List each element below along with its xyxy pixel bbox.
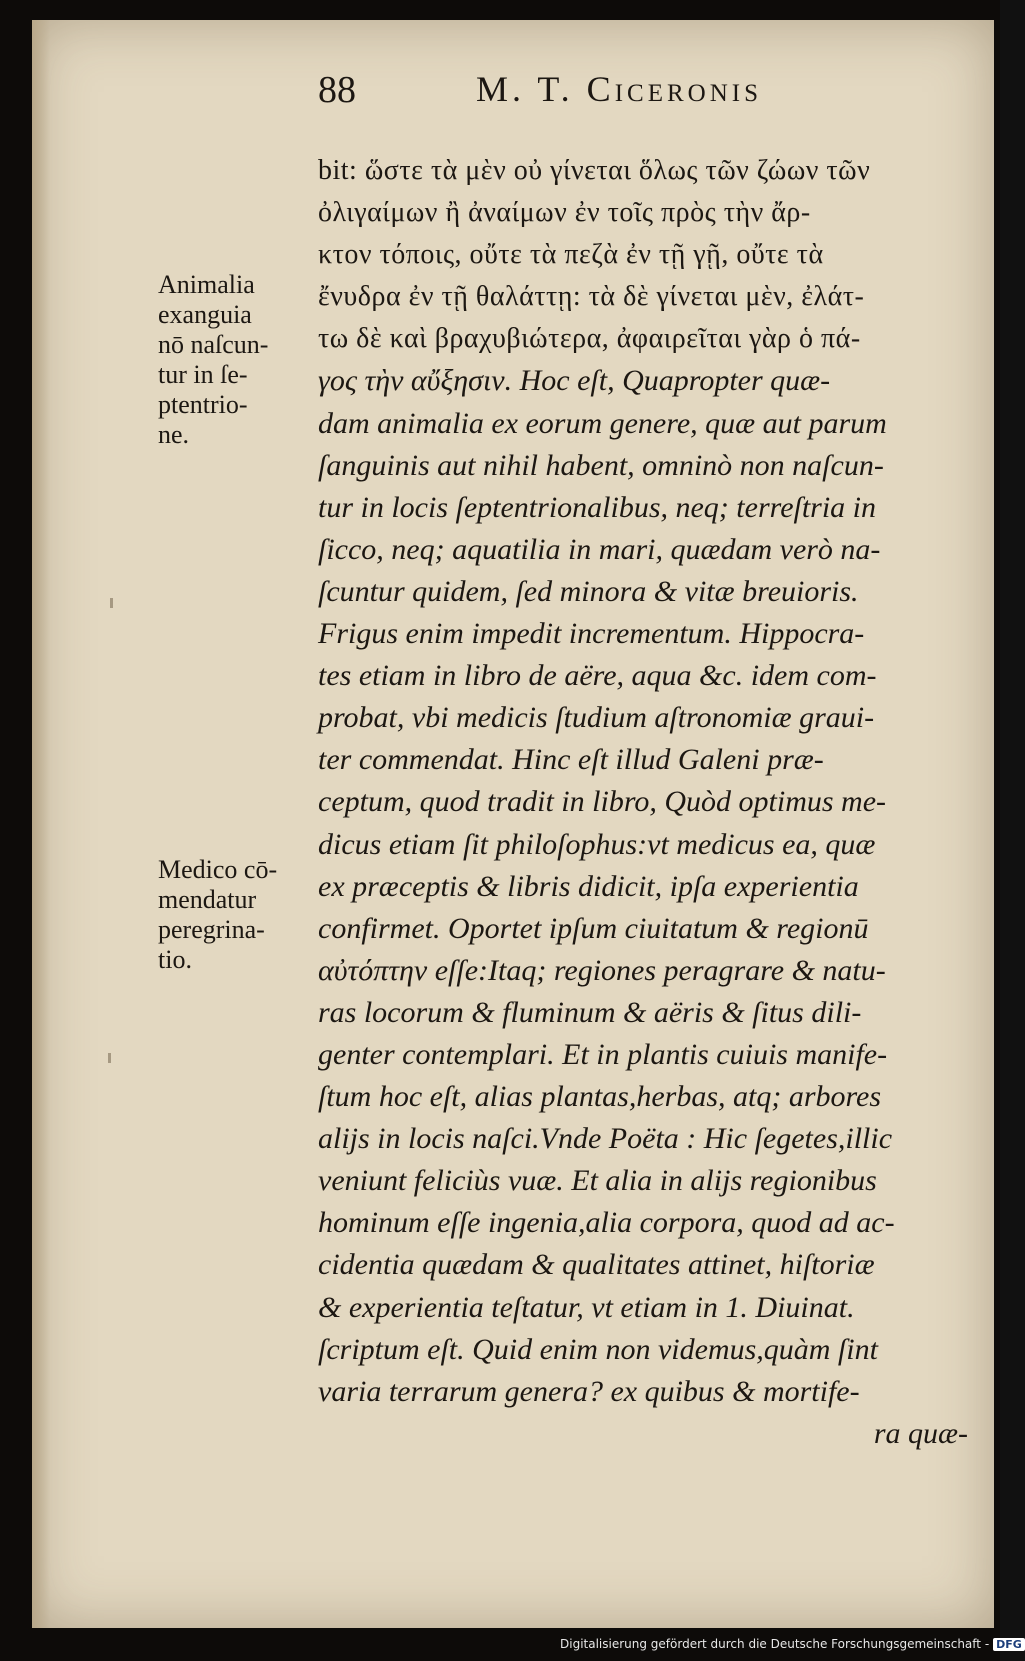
text-line: ras locorum & fluminum & aëris & ſitus dili-: [318, 995, 862, 1029]
digitization-credit: [560, 1637, 1022, 1657]
text-line: hominum eſſe ingenia,alia corpora, quod ad ac-: [318, 1206, 895, 1240]
credit-text: Digitalisierung gefördert durch die Deutsche Forschungsgemeinschaft -: [560, 1637, 990, 1651]
paper-speck: [110, 598, 113, 608]
page-gutter-shadow: [32, 20, 50, 1628]
text-line: ſcuntur quidem, ſed minora & vitæ breuioris.: [318, 574, 859, 608]
margin-note-line: Animalia: [158, 270, 255, 299]
text-line: genter contemplari. Et in plantis cuiuis manife-: [318, 1037, 888, 1071]
text-line: tes etiam in libro de aëre, aqua &c. idem com-: [318, 659, 877, 693]
margin-note-animals: [158, 270, 308, 450]
text-line: ſicco, neq; aquatilia in mari, quædam verò na-: [318, 532, 881, 566]
text-line: cidentia quædam & qualitates attinet, hiſtoriæ: [318, 1248, 875, 1282]
page-number: 88: [318, 69, 356, 111]
catchword: ra quæ-: [873, 1416, 968, 1450]
text-line: γος τὴν αὔξησιν. Hoc eſt, Quapropter quæ-: [318, 364, 831, 398]
text-line: ὀλιγαίμων ἢ ἀναίμων ἐν τοῖς πρὸς τὴν ἄρ-: [318, 197, 811, 229]
margin-note-line: exanguia: [158, 300, 252, 329]
text-line: probat, vbi medicis ſtudium aſtronomiæ graui-: [318, 701, 875, 735]
margin-note-line: ptentrio-: [158, 390, 248, 419]
text-line: confirmet. Oportet ipſum ciuitatum & regionū: [318, 911, 869, 945]
text-line: varia terrarum genera? ex quibus & mortife-: [318, 1374, 860, 1408]
margin-note-line: mendatur: [158, 885, 257, 914]
text-line: ſcriptum eſt. Quid enim non videmus,quàm ſint: [318, 1332, 878, 1366]
text-line: bit: ὥστε τὰ μὲν οὐ γίνεται ὅλως τῶν ζώων τῶν: [318, 155, 871, 186]
margin-note-line: tur in ſe-: [158, 360, 248, 389]
text-line: tur in locis ſeptentrionalibus, neq; terreſtria in: [318, 490, 877, 524]
text-line: dicus etiam ſit philoſophus:vt medicus ea, quæ: [318, 827, 876, 861]
body-text: [318, 150, 968, 1455]
text-line: dam animalia ex eorum genere, quæ aut parum: [318, 406, 887, 440]
margin-note-line: peregrina-: [158, 915, 265, 944]
running-head: M. T. Ciceronis: [476, 69, 762, 109]
text-line: ex præceptis & libris didicit, ipſa experientia: [318, 869, 859, 903]
margin-note-travel: [158, 855, 308, 975]
margin-note-line: tio.: [158, 945, 192, 974]
text-line: alijs in locis naſci.Vnde Poëta : Hic ſegetes,illic: [318, 1122, 893, 1156]
margin-note-line: nō naſcun-: [158, 330, 269, 359]
margin-note-line: Medico cō-: [158, 855, 278, 884]
text-line: & experientia teſtatur, vt etiam in 1. Diuinat.: [318, 1290, 855, 1324]
text-line: ſtum hoc eſt, alias plantas,herbas, atq; arbores: [318, 1080, 882, 1114]
paper-speck: [108, 1053, 111, 1063]
page-header: [318, 68, 878, 118]
text-line: ter commendat. Hinc eſt illud Galeni præ-: [318, 743, 824, 777]
dfg-logo-icon: DFG: [993, 1638, 1025, 1651]
text-line: veniunt feliciùs vuæ. Et alia in alijs regionibus: [318, 1164, 877, 1198]
text-line: ceptum, quod tradit in libro, Quòd optimus me-: [318, 785, 887, 819]
text-line: ſanguinis aut nihil habent, omninò non naſcun-: [318, 448, 884, 482]
text-line: ἔνυδρα ἐν τῇ θαλάττῃ: τὰ δὲ γίνεται μὲν, ἐλάτ-: [318, 281, 865, 313]
text-line: τω δὲ καὶ βραχυβιώτερα, ἀφαιρεῖται γὰρ ὁ πά-: [318, 323, 861, 355]
text-line: Frigus enim impedit incrementum. Hippocra-: [318, 617, 865, 651]
text-line: αὐτόπτην eſſe:Itaq; regiones peragrare & natu-: [318, 953, 886, 987]
text-line: κτον τόποις, οὔτε τὰ πεζὰ ἐν τῇ γῇ, οὔτε τὰ: [318, 239, 824, 271]
margin-note-line: ne.: [158, 420, 190, 449]
